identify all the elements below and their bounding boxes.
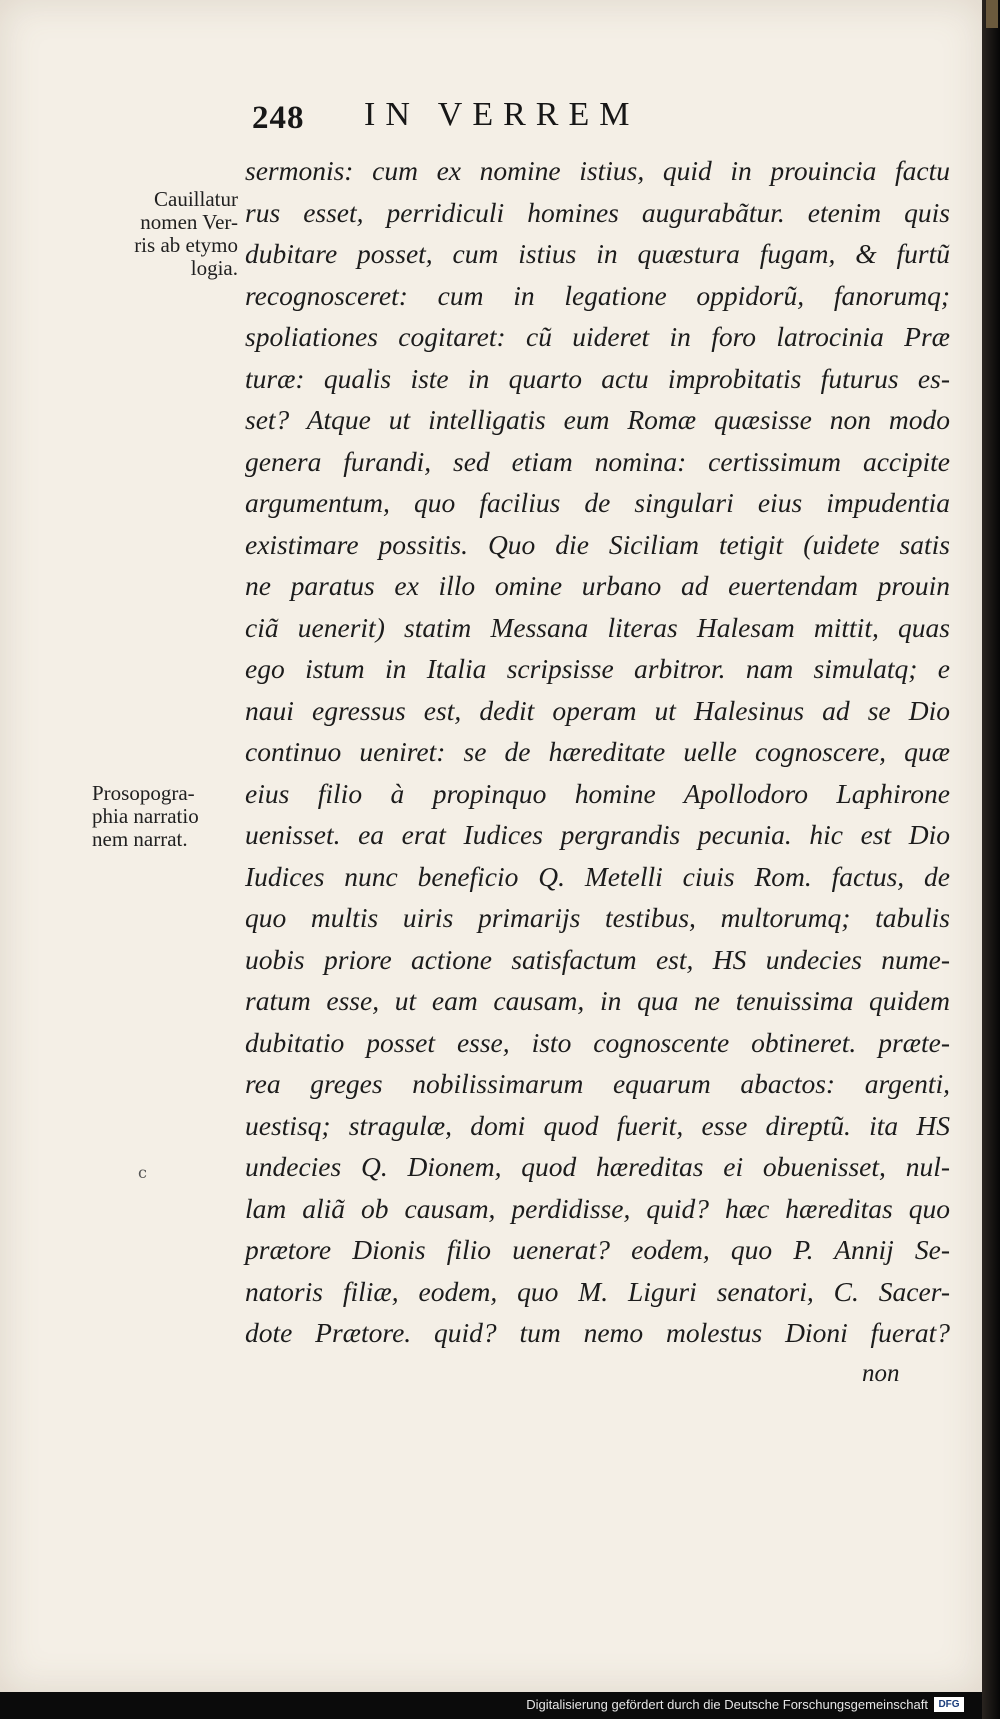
margin-mark: c (138, 1163, 147, 1182)
text-line: continuo ueniret: se de hæreditate uelle cognoscere, quæ (245, 736, 950, 767)
marginal-note-line: nomen Ver- (140, 210, 238, 234)
text-line: Iudices nunc beneficio Q. Metelli ciuis Rom. factus, de (245, 860, 950, 892)
marginal-note-line: nem narrat. (92, 827, 188, 851)
text-line: recognosceret: cum in legatione oppidorũ, fanorumq; (245, 279, 950, 311)
text-line: uenisset. ea erat Iudices pergrandis pecunia. hic est Dio (245, 819, 950, 850)
text-line: spoliationes cogitaret: cũ uideret in foro latrocinia Præ (245, 321, 950, 352)
text-line: natoris filiæ, eodem, quo M. Liguri senatori, C. Sacer- (245, 1275, 950, 1307)
text-line: sermonis: cum ex nomine istius, quid in prouincia factu (245, 155, 950, 186)
text-line: lam aliã ob causam, perdidisse, quid? hæc hæreditas quo (245, 1192, 950, 1224)
text-line: genera furandi, sed etiam nomina: certissimum accipite (245, 445, 950, 477)
funding-credit: Digitalisierung gefördert durch die Deutsche Forschungsgemeinschaft (526, 1697, 928, 1712)
text-line: quo multis uiris primarijs testibus, multorumq; tabulis (245, 902, 950, 933)
bookmark-tab (986, 0, 998, 28)
text-line: ne paratus ex illo omine urbano ad euertendam prouin (245, 570, 950, 601)
text-line: uestisq; stragulæ, domi quod fuerit, esse direptũ. ita HS (245, 1109, 950, 1141)
text-line: undecies Q. Dionem, quod hæreditas ei obuenisset, nul- (245, 1151, 950, 1182)
text-line: turæ: qualis iste in quarto actu improbitatis futurus es- (245, 362, 950, 394)
marginal-note (88, 188, 238, 280)
text-line: rus esset, perridiculi homines augurabãtur. etenim quis (245, 196, 950, 228)
text-line: ciã uenerit) statim Messana literas Halesam mittit, quas (245, 611, 950, 643)
dfg-logo: DFG (934, 1697, 964, 1712)
text-line: ego istum in Italia scripsisse arbitror. nam simulatq; e (245, 653, 950, 684)
text-line: prætore Dionis filio uenerat? eodem, quo P. Annij Se- (245, 1234, 950, 1265)
text-line: rea greges nobilissimarum equarum abactos: argenti, (245, 1068, 950, 1099)
text-line: argumentum, quo facilius de singulari eius impudentia (245, 487, 950, 518)
text-line: dote Prætore. quid? tum nemo molestus Dioni fuerat? (245, 1317, 950, 1348)
body-text (245, 150, 950, 1354)
book-edge (982, 0, 1000, 1719)
text-line: existimare possitis. Quo die Siciliam tetigit (uidete satis (245, 528, 950, 560)
catchword: non (862, 1360, 900, 1387)
text-line: uobis priore actione satisfactum est, HS undecies nume- (245, 943, 950, 975)
text-line: naui egressus est, dedit operam ut Halesinus ad se Dio (245, 694, 950, 726)
footer-bar (0, 1692, 982, 1719)
running-head: IN VERREM (364, 96, 640, 133)
text-line: ratum esse, ut eam causam, in qua ne tenuissima quidem (245, 985, 950, 1016)
marginal-note-line: Prosopogra- (92, 781, 195, 805)
marginal-note (92, 782, 242, 851)
text-line: dubitare posset, cum istius in quæstura fugam, & furtũ (245, 238, 950, 269)
text-line: set? Atque ut intelligatis eum Romæ quæsisse non modo (245, 404, 950, 435)
marginal-note-line: phia narratio (92, 804, 199, 828)
marginal-note-line: logia. (190, 256, 238, 280)
page-number: 248 (252, 100, 305, 136)
marginal-note-line: ris ab etymo (134, 233, 238, 257)
marginal-note-line: Cauillatur (154, 187, 238, 211)
text-line: dubitatio posset esse, isto cognoscente obtineret. præte- (245, 1026, 950, 1058)
text-line: eius filio à propinquo homine Apollodoro Laphirone (245, 777, 950, 809)
